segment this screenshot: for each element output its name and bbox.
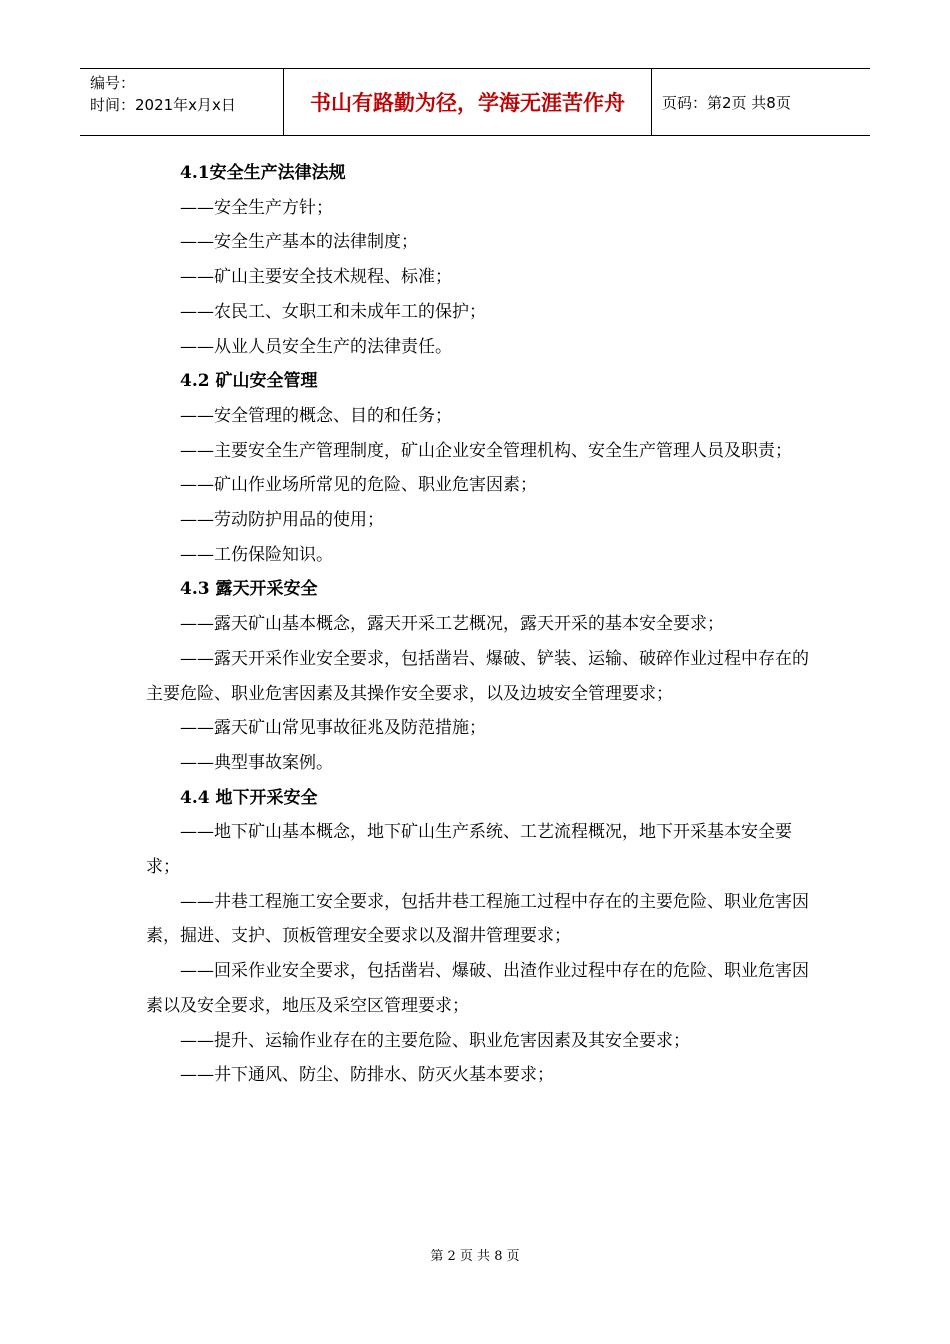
list-item: ——主要安全生产管理制度，矿山企业安全管理机构、安全生产管理人员及职责； [180, 440, 792, 461]
section-heading-4-2: 4.2 矿山安全管理 [180, 371, 318, 392]
list-item: ——安全管理的概念、目的和任务； [180, 405, 452, 426]
list-item: ——露天开采作业安全要求，包括凿岩、爆破、铲装、运输、破碎作业过程中存在的主要危险、职业危害因素及其操作安全要求，以及边坡安全管理要求； [146, 648, 809, 704]
document-number: 编号： [90, 74, 136, 92]
section-heading-4-3: 4.3 露天开采安全 [180, 579, 318, 600]
list-item: ——安全生产基本的法律制度； [180, 232, 418, 253]
list-item: ——安全生产方针； [180, 197, 333, 218]
list-item: ——从业人员安全生产的法律责任。 [180, 336, 452, 357]
list-item: ——井巷工程施工安全要求，包括井巷工程施工过程中存在的主要危险、职业危害因素，掘进、支护、顶板管理安全要求以及溜井管理要求； [146, 891, 809, 947]
list-item: ——矿山作业场所常见的危险、职业危害因素； [180, 475, 537, 496]
list-item: ——提升、运输作业存在的主要危险、职业危害因素及其安全要求； [180, 1030, 690, 1051]
list-item: ——露天矿山基本概念，露天开采工艺概况，露天开采的基本安全要求； [180, 614, 724, 635]
section-heading-4-1: 4.1安全生产法律法规 [180, 163, 346, 183]
header-motto: 书山有路勤为径，学海无涯苦作舟 [283, 69, 652, 135]
page-header [80, 68, 870, 136]
list-item: ——典型事故案例。 [180, 752, 333, 773]
list-item: ——工伤保险知识。 [180, 544, 333, 565]
list-item: ——井下通风、防尘、防排水、防灭火基本要求； [180, 1065, 554, 1086]
section-heading-4-4: 4.4 地下开采安全 [180, 787, 318, 808]
list-item: ——地下矿山基本概念，地下矿山生产系统、工艺流程概况，地下开采基本安全要求； [146, 822, 792, 878]
list-item: ——露天矿山常见事故征兆及防范措施； [180, 718, 486, 739]
document-date: 时间：2021年x月x日 [90, 96, 236, 114]
list-item: ——矿山主要安全技术规程、标准； [180, 267, 452, 288]
list-item: ——回采作业安全要求，包括凿岩、爆破、出渣作业过程中存在的危险、职业危害因素以及安全要求，地压及采空区管理要求； [146, 961, 809, 1016]
list-item: ——农民工、女职工和未成年工的保护； [180, 301, 486, 322]
document-body [146, 156, 810, 1093]
page-footer: 第 2 页 共 8 页 [430, 1249, 520, 1264]
header-page-number: 页码：第2页 共8页 [662, 93, 791, 112]
list-item: ——劳动防护用品的使用； [180, 510, 384, 531]
header-meta [80, 69, 283, 135]
